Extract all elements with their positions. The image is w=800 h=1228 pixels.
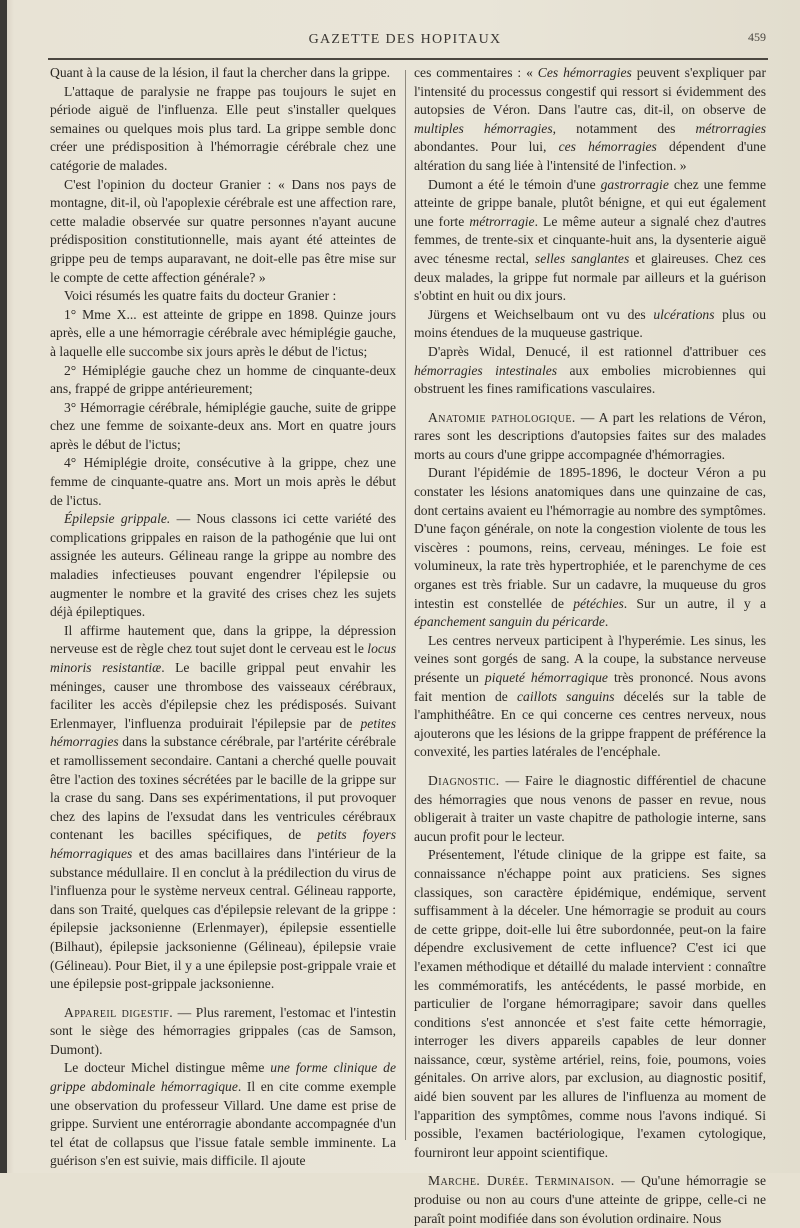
- list-item: 4° Hémiplégie droite, consécutive à la grippe, chez une femme de cinquante-quatre ans. Mort un mois après le début de l'ictus.: [50, 455, 396, 508]
- paragraph-text: — A part les relations de Véron, rares sont les descriptions d'autopsies faites sur des malades morts au cours d'une grippe accompagnée d'hémorragies.: [414, 409, 766, 462]
- italic-phrase: locus minoris resistantiæ: [50, 641, 396, 675]
- paragraph-text: , notamment des: [552, 120, 696, 136]
- paragraph-text: et des amas bacillaires dans l'intérieur de la substance médullaire. Il en conclut à la prédilection du virus de l'influenza pour le système nerveux central. Gélineau rapporte, dans son Traité, quelques cas d'épilepsie relevant de la grippe : épilepsie jacksonienne (Erlenmayer), épilepsie essentielle (Bilhaut), épilepsie jacksonienne (Gélineau), épilepsie vraie (Gélineau). Pour Biet, il y a une épilepsie post-grippale vraie et une épilepsie post-grippale jacksonienne.: [50, 845, 396, 992]
- paragraph-text: — Nous classons ici cette variété des complications grippales en raison de la pathogénie que lui ont assignée les auteurs. Gélineau range la grippe au nombre des maladies infectieuses pouvant engendrer l'épilepsie ou augmenter le nombre et la gravité des crises chez les sujets déjà épileptiques.: [50, 511, 397, 620]
- paragraph-text: . Le même auteur a signalé chez d'autres femmes, de trente-six et cinquante-huit ans, la dysenterie aiguë avec ténesme rectal,: [414, 213, 766, 266]
- paragraph-text: Durant l'épidémie de 1895-1896, le docteur Véron a pu constater les lésions anatomiques dans une quinzaine de cas, dont certains avaient eu l'hémorragie au nombre des symptômes. D'une façon générale, on note la congestion violente de tous les viscères : poumons, reins, cerveau, méninges. Le foie est volumineux, la rate très hypertrophiée, et le parenchyme de ces organes est très friable. Sur un cadavre, la muqueuse du gros intestin est constellée de: [414, 465, 766, 611]
- left-column: [50, 64, 396, 1171]
- italic-phrase: piqueté hémorragique: [484, 670, 608, 685]
- paragraph: [50, 1059, 396, 1171]
- italic-phrase: petits foyers hémorragiques: [50, 827, 396, 861]
- paragraph-text: Dumont a été le témoin d'une: [428, 176, 601, 192]
- paragraph-text: très prononcé. Nous avons fait mention de: [414, 670, 766, 704]
- page-number: 459: [748, 30, 766, 44]
- paragraph: C'est l'opinion du docteur Granier : « Dans nos pays de montagne, dit-il, où l'apoplexie cérébrale est une affection rare, cette maladie observée sur quatre personnes n'ayant aucune prédisposition constitutionnelle, mais ayant été atteintes de grippe peu de temps auparavant, ne doit-elle pas être mise sur le compte de cette affection générale? »: [50, 176, 396, 285]
- paragraph: [50, 622, 396, 994]
- paragraph-text: et glaireuses. Chez ces deux malades, la grippe fut normale par ailleurs et la guérison s'obtint en huit ou dix jours.: [414, 250, 766, 304]
- paragraph-text: Le docteur Michel distingue même: [64, 1060, 271, 1076]
- paragraph: [414, 409, 766, 465]
- italic-phrase: pétéchies: [573, 595, 624, 611]
- paragraph-text: ces commentaires : «: [414, 65, 538, 80]
- italic-phrase: une forme clinique de grippe abdominale hémorragique: [50, 1060, 397, 1095]
- paragraph: [414, 306, 766, 343]
- list-item: 3° Hémorragie cérébrale, hémiplégie gauche, suite de grippe chez une femme de soixante-deux ans. Mort en quatre jours après le début de l'ictus;: [50, 399, 396, 452]
- paragraph-text: . Le bacille grippal peut envahir les méninges, causer une thrombose des vaisseaux cérébraux, faciliter les accès d'épilepsie chez les prédisposés. Suivant Erlenmayer, l'influenza produirait l'épilepsie par de: [50, 660, 396, 731]
- paragraph: [414, 64, 766, 176]
- list-item: 1° Mme X... est atteinte de grippe en 1898. Quinze jours après, elle a une hémorragie cérébrale avec hémiplégie gauche, à laquelle elle succombe six jours après le début de l'ictus;: [50, 306, 396, 359]
- section-heading: Anatomie pathologique.: [428, 409, 576, 425]
- paragraph: [414, 343, 766, 399]
- paragraph-text: décelés sur la table de l'amphithéâtre. En ce qui concerne ces centres nerveux, nous ajouterons que les lésions de la grippe frappent de préférence la convexité, les parties latérales de l'encéphale.: [414, 688, 766, 760]
- italic-phrase: petites hémorragies: [50, 715, 396, 750]
- paragraph: [414, 632, 766, 762]
- binding-edge: [0, 0, 7, 1173]
- paragraph-text: Les centres nerveux participent à l'hyperémie. Les sinus, les veines sont gorgés de sang. A la coupe, la substance nerveuse présente un: [414, 632, 766, 685]
- paragraph-text: peuvent s'expliquer par l'intensité du processus congestif qui ressort si évidemment des autopsies de Véron. Dans l'autre cas, dit-il, on observe de: [414, 65, 766, 118]
- paragraph-text: Jürgens et Weichselbaum ont vu des: [428, 306, 654, 322]
- list-item: 2° Hémiplégie gauche chez un homme de cinquante-deux ans, frappé de grippe antérieurement;: [50, 362, 396, 397]
- paragraph-text: . Il en cite comme exemple une observation du professeur Villard. Une dame est prise de grippe. Survient une entérorragie abondante accompagnée d'un tel état de collapsus que l'issue fatale semble imminente. La guérison s'en est suivie, mais difficile. Il ajoute: [50, 1079, 397, 1169]
- paragraph-text: chez une femme atteinte de grippe banale, plutôt bénigne, et qui eut également une forte: [414, 176, 766, 229]
- column-divider: [405, 70, 406, 1140]
- paragraph: [414, 772, 766, 846]
- right-column: [414, 64, 766, 1228]
- section-heading: Diagnostic.: [428, 772, 500, 788]
- paragraph-text: .: [604, 614, 609, 630]
- paragraph-text: D'après Widal, Denucé, il est rationnel d'attribuer ces: [428, 343, 766, 359]
- paragraph-text: Il affirme hautement que, dans la grippe, la dépression nerveuse est de règle chez tout sujet dont le cerveau est le: [50, 622, 396, 657]
- italic-phrase: ulcérations: [653, 306, 715, 322]
- paragraph-text: — Faire le diagnostic différentiel de chacune des hémorragies que nous venons de passer en revue, nous obligerait à traiter un vaste chapitre de pathologie interne, sans aucun profit pour le lecteur.: [414, 772, 766, 844]
- paragraph-text: dans la substance cérébrale, par l'artérite cérébrale et ramollissement secondaire. Cantani a cherché quelle pouvait être l'action des toxines sécrétées par le bacille de la grippe sur la crase du sang. Dans ses expérimentations, il put provoquer chez des lapins de l'exsudat dans les ventricules cérébraux contenant les bacilles spécifiques, de: [50, 734, 396, 843]
- paragraph: Quant à la cause de la lésion, il faut la chercher dans la grippe.: [50, 65, 391, 80]
- section-heading: Marche. Durée. Terminaison.: [428, 1173, 615, 1189]
- paragraph-text: dépendent d'une altération du sang liée à l'intensité de l'infection. »: [414, 139, 766, 173]
- paragraph: Voici résumés les quatre faits du docteur Granier :: [64, 288, 337, 304]
- paragraph-text: — Plus rarement, l'estomac et l'intestin sont le siège des hémorragies grippales (cas de Samson, Dumont).: [50, 1004, 397, 1057]
- paragraph: L'attaque de paralysie ne frappe pas toujours le sujet en période aiguë de l'influenza. Elle peut s'installer quelques semaines ou quelques mois plus tard. La grippe semble donc créer une prédisposition à l'hémorragie cérébrale chez une catégorie de malades.: [50, 83, 396, 173]
- paragraph: Présentement, l'étude clinique de la grippe est faite, sa connaissance n'échappe point aux praticiens. Ses signes classiques, son caractère épidémique, endémique, servent suffisamment à la déceler. Une hémorragie se produit au cours de cette grippe, doit-elle lui être subordonnée, peut-on la faire dépendre exclusivement de cette influence? C'est ici que l'examen méthodique et détaillé du malade intervient : connaître les commémoratifs, les antécédents, le passé morbide, en particulier de l'organe hémorragipare; savoir dans quelles conditions s'est annoncée et s'est faite cette hémorragie, interroger les divers appareils capables de leur donner naissance, cœur, système artériel, reins, foie, poumons, voies génitales. On arrive alors, par exclusion, au diagnostic positif, aidé bien souvent par les allures de l'influenza au moment de l'apparition des symptômes, comme nous l'avons indiqué. Si possible, l'examen bactériologique, l'examen cytologique, fourniront leur appoint scientifique.: [414, 847, 766, 1160]
- italic-phrase: gastrorragie: [600, 176, 669, 192]
- italic-phrase: métrorragie: [469, 213, 535, 229]
- paragraph-text: — Qu'une hémorragie se produise ou non au cours d'une atteinte de grippe, celle-ci ne paraît point modifiée dans son évolution ordinaire. Nous: [414, 1173, 766, 1226]
- paragraph: [414, 176, 766, 306]
- journal-title: GAZETTE DES HOPITAUX: [308, 32, 502, 47]
- paragraph: [50, 510, 396, 622]
- paragraph-text: . Sur un autre, il y a: [623, 595, 766, 611]
- paragraph-text: plus ou moins étendues de la muqueuse gastrique.: [414, 306, 766, 341]
- paragraph-text: abondantes. Pour lui,: [414, 139, 559, 155]
- italic-phrase: Ces hémorragies: [537, 65, 632, 80]
- running-header: [40, 30, 770, 54]
- italic-phrase: caillots sanguins: [516, 688, 615, 704]
- paragraph: [50, 1004, 396, 1060]
- paragraph-text: aux embolies microbiennes qui obstruent les fines ramifications vasculaires.: [414, 362, 767, 397]
- italic-phrase: hémorragies intestinales: [414, 362, 558, 378]
- header-rule: [48, 58, 768, 60]
- italic-phrase: multiples hémorragies: [414, 120, 553, 136]
- italic-phrase: épanchement sanguin du péricarde: [414, 614, 605, 630]
- paragraph: [414, 464, 766, 631]
- italic-phrase: ces hémorragies: [558, 139, 657, 155]
- italic-phrase: selles sanglantes: [534, 250, 630, 266]
- italic-phrase: métrorragies: [695, 120, 767, 136]
- paragraph: [414, 1172, 766, 1228]
- subsection-heading: Épilepsie grippale.: [64, 511, 171, 527]
- section-heading: Appareil digestif.: [64, 1004, 174, 1020]
